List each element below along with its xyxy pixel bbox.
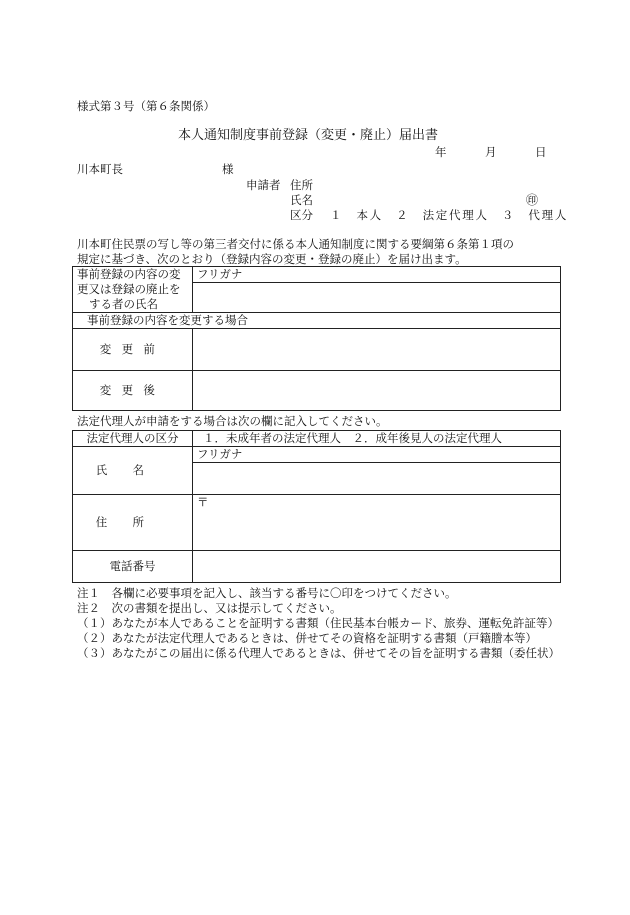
- registrant-furigana-field[interactable]: [193, 267, 561, 283]
- proxy-name-field[interactable]: [193, 462, 561, 494]
- proxy-name-label: 氏名: [73, 446, 193, 494]
- registrant-name-label-line3: する者の氏名: [89, 297, 158, 311]
- after-change-label: 変更後: [73, 371, 193, 411]
- proxy-category-label: 法定代理人の区分: [73, 431, 193, 447]
- applicant-label: 申請者: [246, 178, 281, 192]
- proxy-phone-field[interactable]: [193, 550, 561, 582]
- change-section-header: 事前登録の内容を変更する場合: [73, 313, 561, 329]
- intro-line-2: 規定に基づき、次のとおり（登録内容の変更・登録の廃止）を届け出ます。: [77, 252, 467, 266]
- note-item-2: （２）あなたが法定代理人であるときは、併せてその資格を証明する書類（戸籍謄本等）: [77, 631, 537, 645]
- proxy-phone-label: 電話番号: [73, 550, 193, 582]
- intro-line-1: 川本町住民票の写し等の第三者交付に係る本人通知制度に関する要綱第６条第１項の: [77, 237, 514, 251]
- postal-mark: 〒: [197, 494, 209, 509]
- after-change-field[interactable]: [193, 371, 561, 411]
- registration-table: [72, 266, 561, 411]
- date-day-label: 日: [535, 145, 547, 159]
- before-change-label: 変更前: [73, 329, 193, 371]
- proxy-address-label: 住所: [73, 494, 193, 550]
- date-month-label: 月: [485, 145, 497, 159]
- registrant-name-label-line2: 更又は登録の廃止を: [77, 282, 181, 296]
- note-1: 注１ 各欄に必要事項を記入し、該当する番号に〇印をつけてください。: [77, 586, 457, 600]
- proxy-category-options[interactable]: １．未成年者の法定代理人 ２．成年後見人の法定代理人: [193, 431, 561, 447]
- registrant-name-field[interactable]: [193, 283, 561, 313]
- honorific: 様: [222, 162, 234, 176]
- registrant-name-label-line1: 事前登録の内容の変: [77, 267, 181, 281]
- addressee: 川本町長: [77, 162, 123, 176]
- legal-proxy-table: [72, 430, 561, 583]
- form-number: 様式第３号（第６条関係）: [77, 99, 215, 113]
- proxy-note: 法定代理人が申請をする場合は次の欄に記入してください。: [77, 414, 388, 428]
- proxy-furigana-field[interactable]: [193, 446, 561, 462]
- proxy-address-field[interactable]: [193, 494, 561, 550]
- registrant-name-label: [73, 267, 193, 313]
- note-item-1: （１）あなたが本人であることを証明する書類（住民基本台帳カード、旅券、運転免許証等）: [77, 616, 559, 630]
- seal-mark: ㊞: [526, 193, 539, 207]
- proxy-furigana-label: フリガナ: [197, 446, 243, 461]
- before-change-field[interactable]: [193, 329, 561, 371]
- form-title: 本人通知制度事前登録（変更・廃止）届出書: [178, 128, 439, 143]
- applicant-category-label: 区分: [290, 208, 313, 222]
- note-2: 注２ 次の書類を提出し、又は提示してください。: [77, 601, 342, 615]
- furigana-label: フリガナ: [197, 267, 243, 282]
- note-item-3: （３）あなたがこの届出に係る代理人であるときは、併せてその旨を証明する書類（委任状）: [77, 646, 560, 660]
- applicant-category-options: １ 本人 ２ 法定代理人 ３ 代理人: [330, 208, 569, 222]
- date-year-label: 年: [435, 145, 447, 159]
- applicant-name-label: 氏名: [290, 193, 313, 207]
- applicant-address-label: 住所: [290, 178, 313, 192]
